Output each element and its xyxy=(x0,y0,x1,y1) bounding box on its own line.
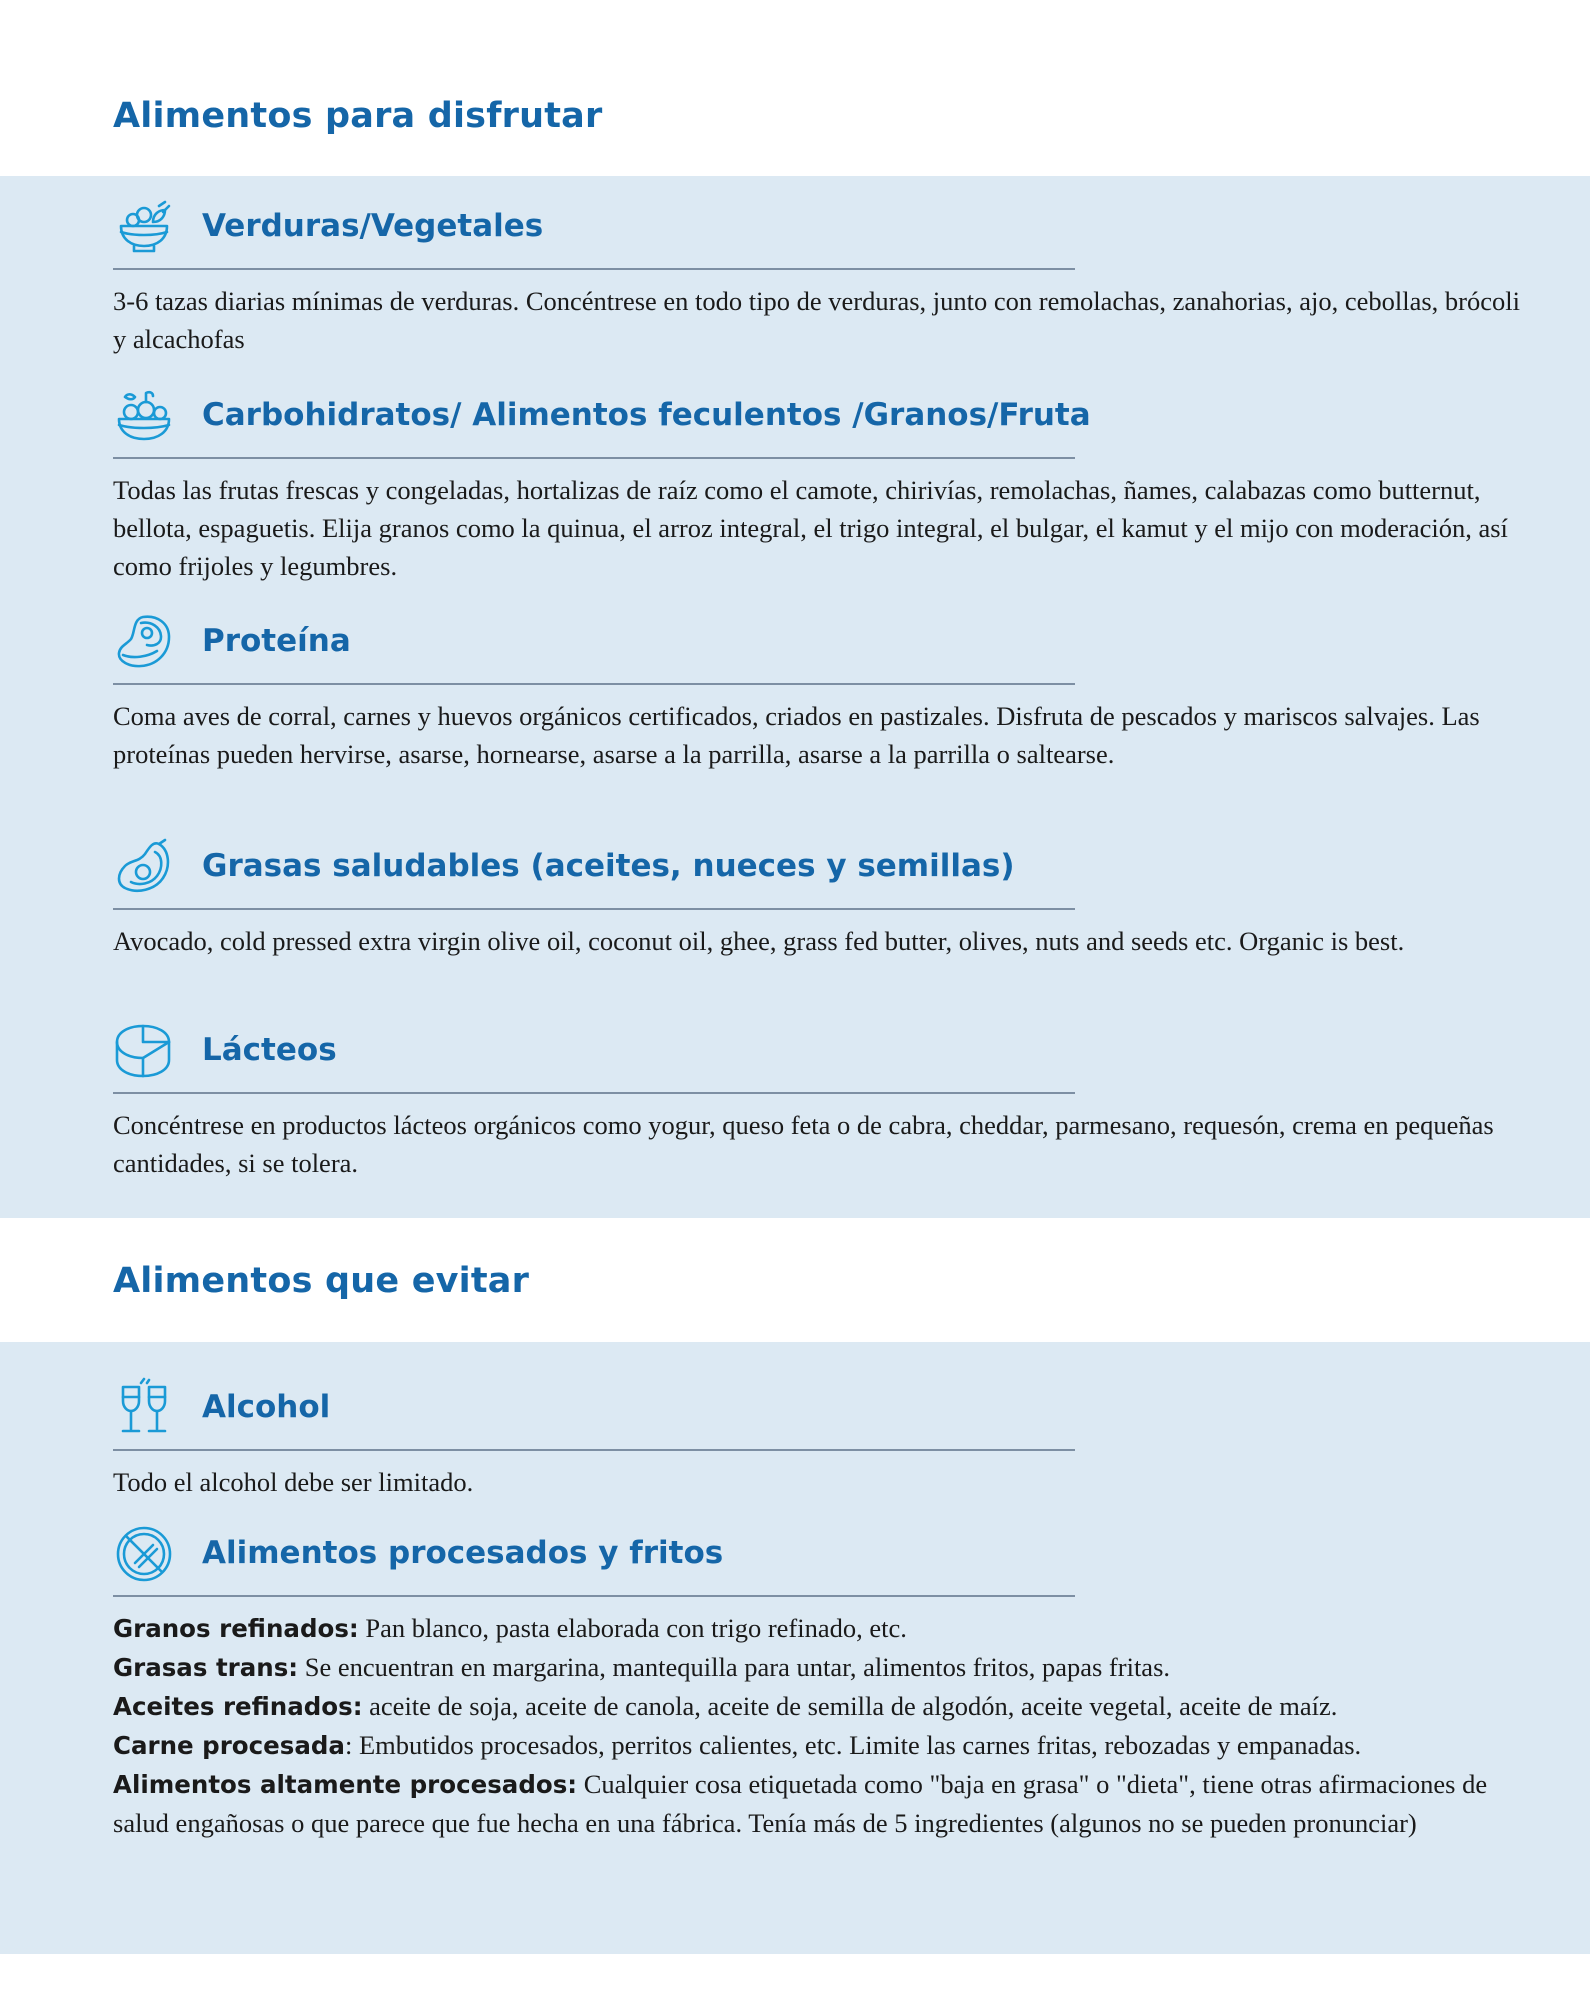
processed-list xyxy=(113,1609,1533,1842)
category-text: Todas las frutas frescas y congeladas, hortalizas de raíz como el camote, chirivías, remolachas, ñames, calabazas como butternut, bellota, espaguetis. Elija granos como la quinua, el arroz integral, el trigo integral, el bulgar, el kamut y el mijo con moderación, así como frijoles y legumbres. xyxy=(113,475,1508,581)
item-text: Cualquier cosa etiquetada como "baja en grasa" o "dieta", tiene otras afirmaciones de salud engañosas o que parece que fue hecha en una fábrica. Tenía más de 5 ingredientes (algunos no se pueden pronunciar) xyxy=(113,1769,1488,1838)
item-term: Carne procesada xyxy=(113,1731,345,1760)
category-carbohydrates xyxy=(113,385,1508,585)
category-text: 3-6 tazas diarias mínimas de verduras. Concéntrese en todo tipo de verduras, junto con remolachas, zanahorias, ajo, cebollas, brócoli y alcachofas xyxy=(113,286,1520,354)
divider xyxy=(113,457,1075,459)
category-title: Grasas saludables (aceites, nueces y semillas) xyxy=(202,848,1015,884)
list-item xyxy=(113,1648,1533,1687)
list-item xyxy=(113,1765,1533,1842)
divider xyxy=(113,908,1075,910)
item-text: Pan blanco, pasta elaborada con trigo refinado, etc. xyxy=(358,1613,907,1643)
category-text: Concéntrese en productos lácteos orgánicos como yogur, queso feta o de cabra, cheddar, parmesano, requesón, crema en pequeñas cantidades, si se tolera. xyxy=(113,1110,1494,1178)
cheese-icon xyxy=(113,1020,175,1082)
divider xyxy=(113,1092,1075,1094)
divider xyxy=(113,683,1075,685)
category-dairy xyxy=(113,1020,1494,1182)
category-vegetables xyxy=(113,196,1520,358)
wine-glasses-icon xyxy=(113,1377,175,1439)
category-title: Carbohidratos/ Alimentos feculentos /Granos/Fruta xyxy=(202,397,1091,433)
category-processed-fried xyxy=(113,1523,1488,1842)
category-title: Verduras/Vegetales xyxy=(202,208,544,244)
category-title: Lácteos xyxy=(202,1032,337,1068)
steak-icon xyxy=(113,611,175,673)
category-text: Todo el alcohol debe ser limitado. xyxy=(113,1467,474,1497)
item-term: Aceites refinados: xyxy=(113,1692,363,1721)
item-term: Granos refinados: xyxy=(113,1614,359,1643)
item-term: Grasas trans: xyxy=(113,1653,299,1682)
section-title-avoid: Alimentos que evitar xyxy=(113,1261,530,1301)
category-protein xyxy=(113,611,1480,773)
divider xyxy=(113,1449,1075,1451)
category-title: Proteína xyxy=(202,623,351,659)
category-text: Avocado, cold pressed extra virgin olive oil, coconut oil, ghee, grass fed butter, olives, nuts and seeds etc. Organic is best. xyxy=(113,926,1405,956)
list-item xyxy=(113,1609,1533,1648)
category-healthy-fats xyxy=(113,836,1405,960)
list-item xyxy=(113,1687,1533,1726)
category-alcohol xyxy=(113,1377,1075,1501)
divider xyxy=(113,268,1075,270)
item-text: Se encuentran en margarina, mantequilla para untar, alimentos fritos, papas fritas. xyxy=(298,1652,1171,1682)
category-title: Alimentos procesados y fritos xyxy=(202,1535,724,1571)
category-title: Alcohol xyxy=(202,1389,331,1425)
item-text: aceite de soja, aceite de canola, aceite de semilla de algodón, aceite vegetal, aceite de maíz. xyxy=(362,1691,1338,1721)
section-title-enjoy: Alimentos para disfrutar xyxy=(113,96,603,136)
fruit-bowl-icon xyxy=(113,385,175,447)
list-item xyxy=(113,1726,1533,1765)
avocado-icon xyxy=(113,836,175,898)
category-text: Coma aves de corral, carnes y huevos orgánicos certificados, criados en pastizales. Disfruta de pescados y mariscos salvajes. Las proteínas pueden hervirse, asarse, hornearse, asarse a la parrilla, asarse a la parrilla o saltearse. xyxy=(113,701,1480,769)
divider xyxy=(113,1595,1075,1597)
item-term: Alimentos altamente procesados: xyxy=(113,1770,578,1799)
salad-bowl-icon xyxy=(113,196,175,258)
item-text: : Embutidos procesados, perritos calientes, etc. Limite las carnes fritas, rebozadas y empanadas. xyxy=(344,1730,1362,1760)
no-food-icon xyxy=(113,1523,175,1585)
